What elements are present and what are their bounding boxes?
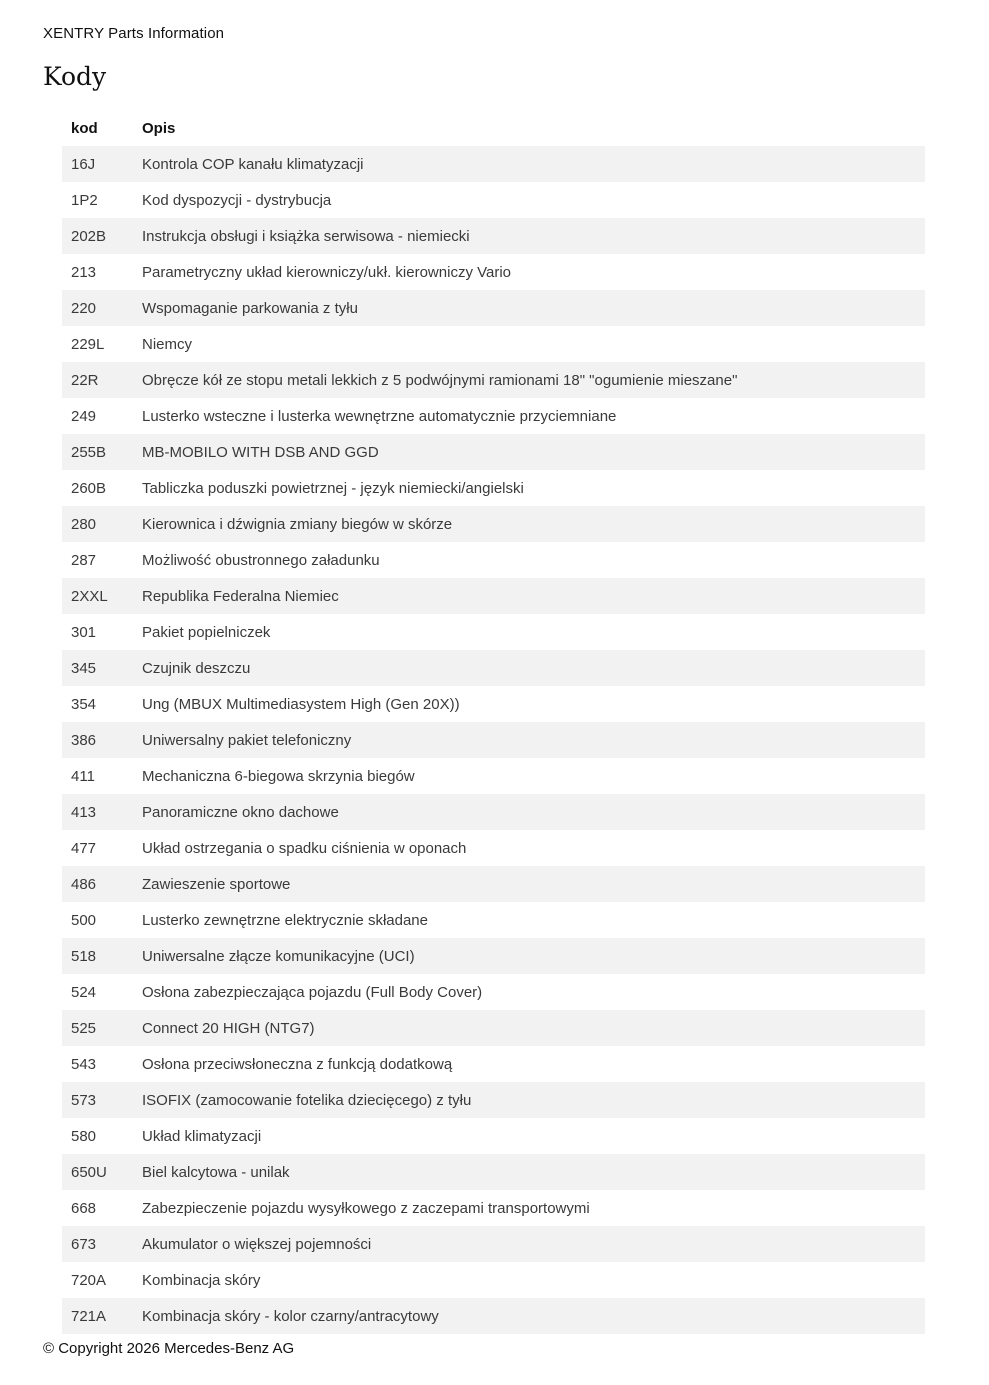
table-row bbox=[62, 902, 925, 938]
code-cell: 249 bbox=[71, 407, 97, 425]
description-cell: Tabliczka poduszki powietrznej - język niemiecki/angielski bbox=[142, 479, 524, 497]
table-row bbox=[62, 182, 925, 218]
column-header-description: Opis bbox=[142, 119, 176, 137]
page-title: Kody bbox=[43, 62, 107, 91]
description-cell: ISOFIX (zamocowanie fotelika dziecięcego) z tyłu bbox=[142, 1091, 472, 1109]
code-cell: 486 bbox=[71, 875, 97, 893]
code-cell: 650U bbox=[71, 1163, 107, 1181]
code-cell: 524 bbox=[71, 983, 97, 1001]
code-cell: 22R bbox=[71, 371, 99, 389]
table-row bbox=[62, 146, 925, 182]
table-row bbox=[62, 1190, 925, 1226]
codes-table bbox=[62, 110, 925, 1334]
description-cell: Zabezpieczenie pojazdu wysyłkowego z zaczepami transportowymi bbox=[142, 1199, 590, 1217]
description-cell: Wspomaganie parkowania z tyłu bbox=[142, 299, 358, 317]
table-row bbox=[62, 938, 925, 974]
table-row bbox=[62, 542, 925, 578]
table-row bbox=[62, 758, 925, 794]
table-body bbox=[62, 146, 925, 1334]
code-cell: 413 bbox=[71, 803, 97, 821]
description-cell: Kontrola COP kanału klimatyzacji bbox=[142, 155, 364, 173]
code-cell: 721A bbox=[71, 1307, 107, 1325]
description-cell: Uniwersalne złącze komunikacyjne (UCI) bbox=[142, 947, 415, 965]
description-cell: Czujnik deszczu bbox=[142, 659, 251, 677]
table-row bbox=[62, 254, 925, 290]
description-cell: Parametryczny układ kierowniczy/ukł. kierowniczy Vario bbox=[142, 263, 512, 281]
description-cell: Zawieszenie sportowe bbox=[142, 875, 291, 893]
description-cell: Kombinacja skóry - kolor czarny/antracytowy bbox=[142, 1307, 439, 1325]
code-cell: 345 bbox=[71, 659, 97, 677]
code-cell: 543 bbox=[71, 1055, 97, 1073]
copyright-footer: © Copyright 2026 Mercedes-Benz AG bbox=[43, 1340, 295, 1357]
description-cell: Uniwersalny pakiet telefoniczny bbox=[142, 731, 352, 749]
code-cell: 287 bbox=[71, 551, 97, 569]
description-cell: Ung (MBUX Multimediasystem High (Gen 20X)) bbox=[142, 695, 460, 713]
table-row bbox=[62, 1154, 925, 1190]
code-cell: 255B bbox=[71, 443, 107, 461]
description-cell: Biel kalcytowa - unilak bbox=[142, 1163, 290, 1181]
code-cell: 720A bbox=[71, 1271, 107, 1289]
description-cell: Lusterko zewnętrzne elektrycznie składane bbox=[142, 911, 428, 929]
table-row bbox=[62, 866, 925, 902]
column-header-code: kod bbox=[71, 119, 98, 137]
table-row bbox=[62, 470, 925, 506]
table-row bbox=[62, 1226, 925, 1262]
code-cell: 673 bbox=[71, 1235, 97, 1253]
code-cell: 202B bbox=[71, 227, 107, 245]
description-cell: Pakiet popielniczek bbox=[142, 623, 271, 641]
table-row bbox=[62, 434, 925, 470]
code-cell: 386 bbox=[71, 731, 97, 749]
description-cell: Kod dyspozycji - dystrybucja bbox=[142, 191, 332, 209]
code-cell: 411 bbox=[71, 767, 95, 785]
description-cell: Obręcze kół ze stopu metali lekkich z 5 podwójnymi ramionami 18" "ogumienie mieszane" bbox=[142, 371, 738, 389]
table-row bbox=[62, 1082, 925, 1118]
table-row bbox=[62, 1298, 925, 1334]
description-cell: MB-MOBILO WITH DSB AND GGD bbox=[142, 443, 379, 461]
code-cell: 229L bbox=[71, 335, 105, 353]
table-row bbox=[62, 650, 925, 686]
table-row bbox=[62, 398, 925, 434]
code-cell: 500 bbox=[71, 911, 97, 929]
table-row bbox=[62, 1046, 925, 1082]
description-cell: Lusterko wsteczne i lusterka wewnętrzne automatycznie przyciemniane bbox=[142, 407, 617, 425]
table-header-row bbox=[62, 110, 925, 146]
code-cell: 573 bbox=[71, 1091, 97, 1109]
description-cell: Akumulator o większej pojemności bbox=[142, 1235, 372, 1253]
code-cell: 2XXL bbox=[71, 587, 108, 605]
description-cell: Osłona przeciwsłoneczna z funkcją dodatkową bbox=[142, 1055, 453, 1073]
app-title: XENTRY Parts Information bbox=[43, 25, 225, 42]
table-row bbox=[62, 290, 925, 326]
code-cell: 301 bbox=[71, 623, 97, 641]
description-cell: Niemcy bbox=[142, 335, 193, 353]
table-row bbox=[62, 326, 925, 362]
code-cell: 525 bbox=[71, 1019, 97, 1037]
description-cell: Instrukcja obsługi i książka serwisowa - niemiecki bbox=[142, 227, 470, 245]
table-row bbox=[62, 974, 925, 1010]
code-cell: 518 bbox=[71, 947, 97, 965]
code-cell: 1P2 bbox=[71, 191, 98, 209]
table-row bbox=[62, 614, 925, 650]
code-cell: 668 bbox=[71, 1199, 97, 1217]
description-cell: Osłona zabezpieczająca pojazdu (Full Body Cover) bbox=[142, 983, 483, 1001]
code-cell: 213 bbox=[71, 263, 97, 281]
table-row bbox=[62, 506, 925, 542]
table-row bbox=[62, 830, 925, 866]
code-cell: 580 bbox=[71, 1127, 97, 1145]
table-row bbox=[62, 722, 925, 758]
table-row bbox=[62, 794, 925, 830]
description-cell: Możliwość obustronnego załadunku bbox=[142, 551, 380, 569]
description-cell: Kombinacja skóry bbox=[142, 1271, 261, 1289]
description-cell: Republika Federalna Niemiec bbox=[142, 587, 339, 605]
code-cell: 280 bbox=[71, 515, 97, 533]
table-row bbox=[62, 578, 925, 614]
code-cell: 354 bbox=[71, 695, 97, 713]
code-cell: 477 bbox=[71, 839, 97, 857]
description-cell: Mechaniczna 6-biegowa skrzynia biegów bbox=[142, 767, 415, 785]
table-row bbox=[62, 1262, 925, 1298]
table-row bbox=[62, 218, 925, 254]
code-cell: 16J bbox=[71, 155, 96, 173]
description-cell: Connect 20 HIGH (NTG7) bbox=[142, 1019, 315, 1037]
description-cell: Układ ostrzegania o spadku ciśnienia w oponach bbox=[142, 839, 467, 857]
table-row bbox=[62, 686, 925, 722]
description-cell: Panoramiczne okno dachowe bbox=[142, 803, 339, 821]
code-cell: 260B bbox=[71, 479, 107, 497]
table-row bbox=[62, 362, 925, 398]
description-cell: Układ klimatyzacji bbox=[142, 1127, 262, 1145]
table-row bbox=[62, 1118, 925, 1154]
table-row bbox=[62, 1010, 925, 1046]
description-cell: Kierownica i dźwignia zmiany biegów w skórze bbox=[142, 515, 453, 533]
code-cell: 220 bbox=[71, 299, 97, 317]
